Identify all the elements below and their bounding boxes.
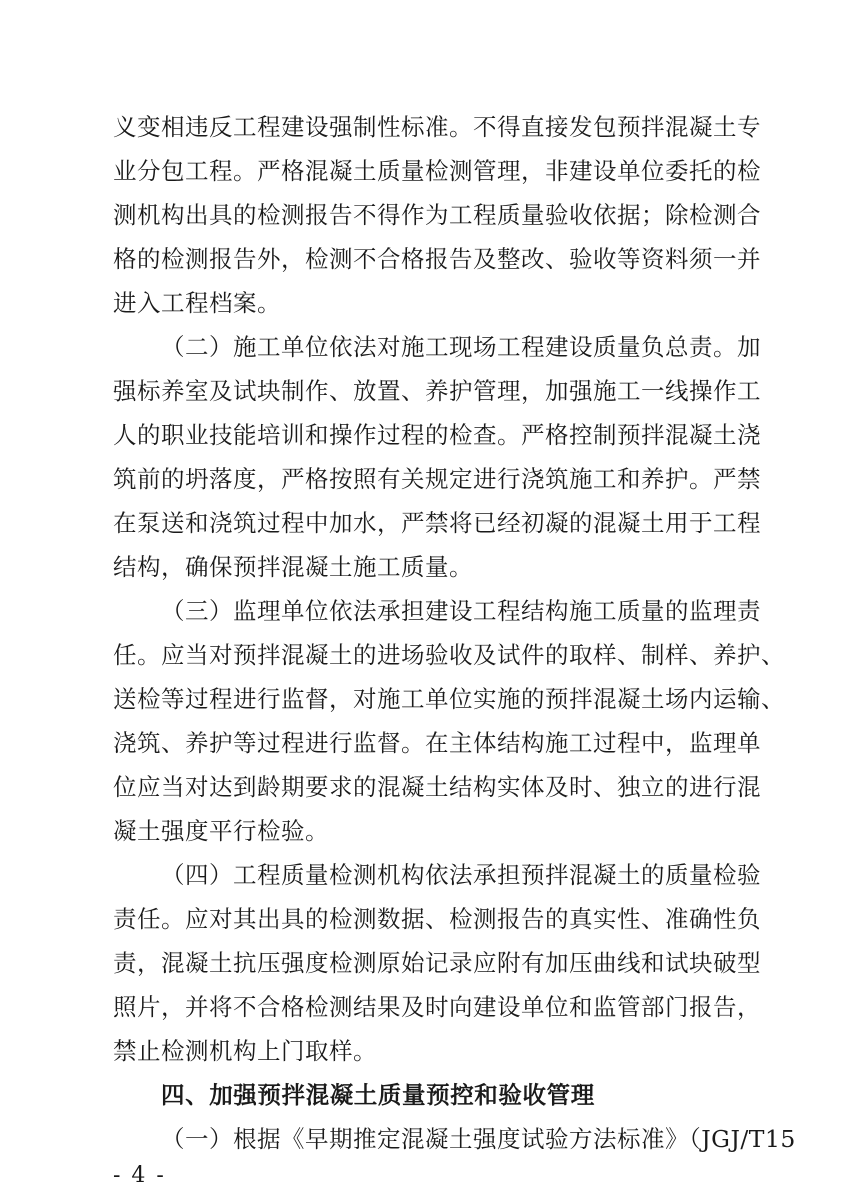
paragraph-line: 进入工程档案。: [113, 289, 281, 317]
paragraph-line: 送检等过程进行监督，对施工单位实施的预拌混凝土场内运输、: [113, 685, 785, 713]
paragraph-line: 照片，并将不合格检测结果及时向建设单位和监管部门报告，: [113, 993, 761, 1021]
paragraph-line: 测机构出具的检测报告不得作为工程质量验收依据；除检测合: [113, 201, 761, 229]
paragraph-line: （一）根据《早期推定混凝土强度试验方法标准》（JGJ/T15: [161, 1125, 796, 1153]
paragraph-line: 责，混凝土抗压强度检测原始记录应附有加压曲线和试块破型: [113, 949, 761, 977]
paragraph-line: 筑前的坍落度，严格按照有关规定进行浇筑施工和养护。严禁: [113, 465, 761, 493]
page-number: - 4 -: [113, 1163, 166, 1188]
paragraph-line: （二）施工单位依法对施工现场工程建设质量负总责。加: [161, 333, 761, 361]
paragraph-line: 义变相违反工程建设强制性标准。不得直接发包预拌混凝土专: [113, 113, 761, 141]
paragraph-line: 在泵送和浇筑过程中加水，严禁将已经初凝的混凝土用于工程: [113, 509, 761, 537]
paragraph-line: 任。应当对预拌混凝土的进场验收及试件的取样、制样、养护、: [113, 641, 785, 669]
paragraph-line: 人的职业技能培训和操作过程的检查。严格控制预拌混凝土浇: [113, 421, 761, 449]
paragraph-line: 位应当对达到龄期要求的混凝土结构实体及时、独立的进行混: [113, 773, 761, 801]
paragraph-line: 结构，确保预拌混凝土施工质量。: [113, 553, 473, 581]
paragraph-line: 浇筑、养护等过程进行监督。在主体结构施工过程中，监理单: [113, 729, 761, 757]
paragraph-line: 强标养室及试块制作、放置、养护管理，加强施工一线操作工: [113, 377, 761, 405]
paragraph-line: 禁止检测机构上门取样。: [113, 1037, 377, 1065]
paragraph-line: 责任。应对其出具的检测数据、检测报告的真实性、准确性负: [113, 905, 761, 933]
paragraph-line: 业分包工程。严格混凝土质量检测管理，非建设单位委托的检: [113, 157, 761, 185]
paragraph-line: （三）监理单位依法承担建设工程结构施工质量的监理责: [161, 597, 761, 625]
paragraph-line: （四）工程质量检测机构依法承担预拌混凝土的质量检验: [161, 861, 761, 889]
paragraph-line: 格的检测报告外，检测不合格报告及整改、验收等资料须一并: [113, 245, 761, 273]
section-heading: 四、加强预拌混凝土质量预控和验收管理: [161, 1081, 595, 1109]
paragraph-line: 凝土强度平行检验。: [113, 817, 329, 845]
